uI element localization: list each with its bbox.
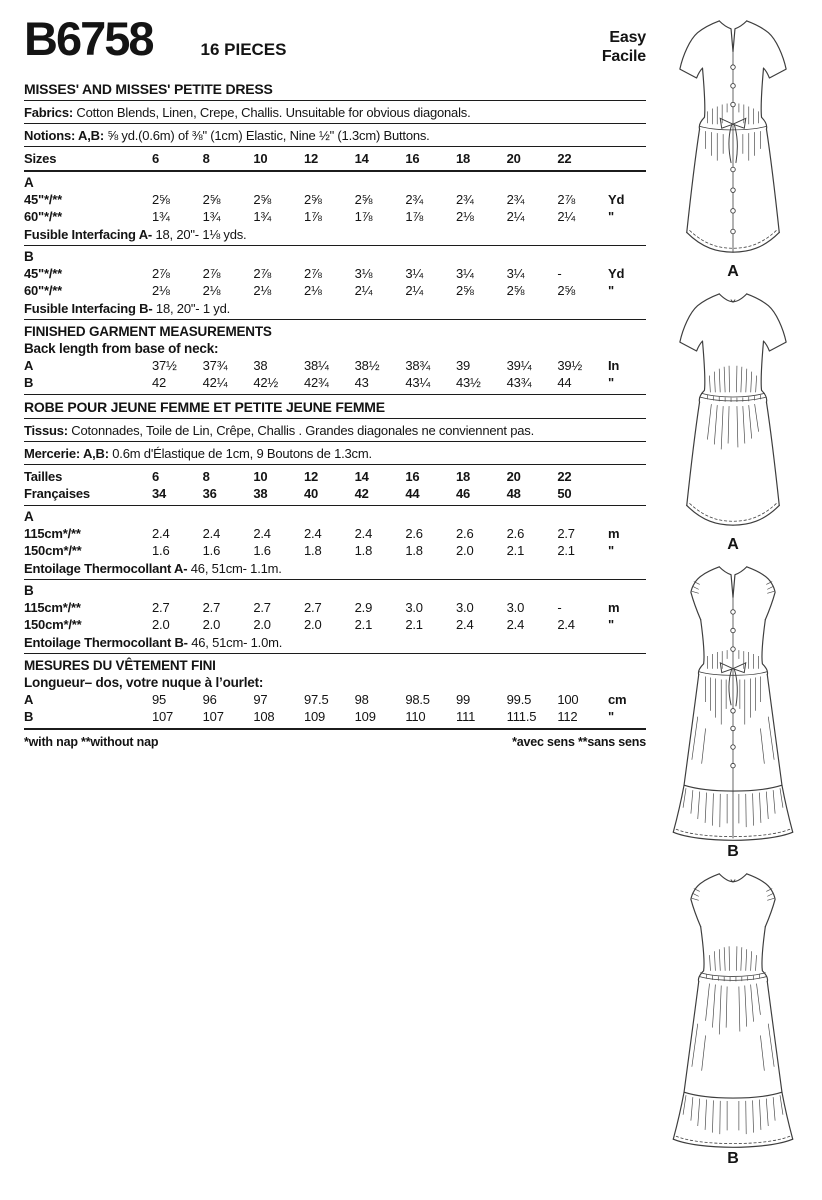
table-cell: 1⅞ — [405, 209, 423, 224]
table-cell: 1⅞ — [354, 209, 373, 224]
interfacing-a-line — [24, 226, 646, 243]
divider — [24, 505, 646, 506]
tissus-line — [24, 422, 646, 439]
table-cell: 2.4 — [202, 525, 221, 541]
table-cell: 2⅞ — [557, 191, 575, 207]
table-cell: 6 — [152, 151, 160, 166]
view-b-back-label: B — [727, 1150, 739, 1167]
notions-label: Notions: A,B: — [24, 128, 104, 143]
mercerie-line — [24, 445, 646, 462]
table-cell: 38¼ — [304, 357, 329, 373]
table-cell: 2.4 — [152, 525, 170, 541]
entoilage-b-line — [24, 634, 646, 651]
view-b-front-figure — [654, 560, 812, 861]
table-cell: 107 — [202, 709, 224, 724]
row-label: A — [24, 691, 34, 707]
row-values — [152, 616, 608, 634]
row-unit: cm — [608, 691, 627, 707]
pieces-count: 16 PIECES — [200, 40, 287, 59]
row-unit: m — [608, 525, 620, 541]
row-label: 150cm*/** — [24, 543, 82, 558]
table-cell: 2.9 — [354, 599, 373, 615]
row-values — [152, 208, 608, 226]
table-cell: 2.6 — [456, 525, 474, 541]
table-cell: 2.4 — [304, 525, 322, 541]
difficulty-badge — [602, 28, 646, 66]
table-cell: 2.4 — [354, 525, 373, 541]
row-unit: m — [608, 599, 620, 615]
table-cell: 97 — [253, 691, 268, 707]
entoilage-b-text: 46, 51cm- 1.0m. — [187, 634, 283, 650]
divider — [24, 146, 646, 147]
table-row-115 — [24, 525, 646, 543]
table-cell: 2⅞ — [152, 265, 170, 281]
tailles-label: Tailles — [24, 468, 63, 484]
table-cell: 111 — [456, 709, 476, 724]
table-cell: 38 — [253, 486, 268, 501]
table-row-150 — [24, 616, 646, 634]
interfacing-b-label: Fusible Interfacing B- — [24, 300, 153, 316]
table-cell: 3⅛ — [354, 265, 373, 281]
french-view-b-letter: B — [24, 582, 34, 598]
tailles-header-row — [24, 468, 646, 486]
table-cell: 2.4 — [456, 617, 474, 632]
table-cell: 42 — [152, 375, 167, 390]
footnotes — [24, 733, 646, 751]
table-cell: 37¾ — [202, 357, 228, 373]
francaises-label: Françaises — [24, 486, 90, 501]
english-title: MISSES' AND MISSES' PETITE DRESS — [24, 81, 273, 97]
notions-line — [24, 127, 646, 144]
table-cell: 16 — [405, 151, 420, 166]
view-a-front-illustration — [654, 14, 812, 262]
view-b-front-illustration — [654, 560, 812, 842]
table-cell: 2.0 — [456, 543, 474, 558]
table-cell: 12 — [304, 468, 319, 484]
row-label: B — [24, 375, 34, 390]
row-values — [152, 191, 608, 209]
interfacing-a-text: 18, 20"- 1⅛ yds. — [152, 226, 247, 242]
table-cell: 2⅝ — [304, 191, 322, 207]
table-cell: 2⅛ — [456, 209, 474, 224]
divider — [24, 170, 646, 172]
row-unit: " — [608, 209, 614, 224]
table-cell: 42½ — [253, 375, 279, 390]
table-cell: - — [557, 265, 562, 281]
table-cell: 2.0 — [152, 617, 170, 632]
interfacing-a-label: Fusible Interfacing A- — [24, 226, 153, 242]
divider — [24, 418, 646, 419]
table-row-60 — [24, 208, 646, 226]
table-cell: 14 — [354, 468, 369, 484]
table-cell: 36 — [202, 486, 217, 501]
mesures-row-b — [24, 708, 646, 726]
table-cell: 96 — [202, 691, 217, 707]
view-a-back-figure — [654, 287, 812, 554]
table-cell: 2.4 — [506, 617, 525, 632]
sizes-label: Sizes — [24, 151, 57, 166]
table-cell: 2⅝ — [202, 191, 221, 207]
divider — [24, 394, 646, 395]
view-b-back-figure — [654, 867, 812, 1168]
table-cell: 2¼ — [405, 283, 423, 298]
table-cell: 37½ — [152, 357, 177, 373]
divider — [24, 728, 646, 730]
table-cell: 2.1 — [557, 543, 575, 558]
header — [24, 14, 646, 66]
table-cell: 39¼ — [506, 357, 532, 373]
divider — [24, 123, 646, 124]
table-cell: 2.7 — [304, 599, 322, 615]
table-cell: 110 — [405, 709, 426, 724]
row-label: A — [24, 357, 34, 373]
table-cell: 2⅝ — [253, 191, 271, 207]
table-cell: 108 — [253, 709, 275, 724]
table-cell: 1¾ — [152, 209, 170, 224]
table-row-45 — [24, 265, 646, 283]
tissus-label: Tissus: — [24, 422, 68, 438]
finished-measurements-subtitle: Back length from base of neck: — [24, 340, 219, 356]
french-view-a-letter: A — [24, 508, 34, 524]
row-unit: " — [608, 543, 614, 558]
view-a-back-label: A — [727, 536, 739, 553]
mesures-subtitle: Longueur– dos, votre nuque à l’ourlet: — [24, 674, 264, 690]
table-cell: 39½ — [557, 357, 583, 373]
table-cell: 38¾ — [405, 357, 431, 373]
row-label: 45"*/** — [24, 191, 63, 207]
table-cell: 2⅞ — [304, 265, 322, 281]
table-cell: 43¾ — [506, 375, 532, 390]
table-cell: 2.0 — [304, 617, 322, 632]
table-cell: 111.5 — [506, 709, 537, 724]
table-cell: 42¾ — [304, 375, 329, 390]
view-a-back-illustration — [654, 287, 812, 535]
table-cell: 20 — [506, 151, 521, 166]
table-cell: 2⅛ — [253, 283, 271, 298]
table-cell: 1¾ — [253, 209, 271, 224]
table-cell: 1.8 — [405, 543, 423, 558]
table-cell: 3¼ — [456, 265, 474, 281]
table-cell: 109 — [354, 709, 376, 724]
table-cell: 2.1 — [405, 617, 423, 632]
table-cell: 99.5 — [506, 691, 532, 707]
divider — [24, 579, 646, 580]
table-cell: 98.5 — [405, 691, 430, 707]
footnote-english: *with nap **without nap — [24, 734, 159, 749]
table-cell: 97.5 — [304, 691, 329, 707]
finished-row-b — [24, 374, 646, 392]
table-cell: 2.7 — [557, 525, 575, 541]
mercerie-text: 0.6m d'Élastique de 1cm, 9 Boutons de 1.3cm. — [108, 445, 372, 461]
interfacing-b-line — [24, 300, 646, 317]
view-b-front-label: B — [727, 843, 739, 860]
tissus-text: Cotonnades, Toile de Lin, Crêpe, Challis . Grandes diagonales ne conviennent pas. — [67, 422, 535, 438]
row-values — [152, 525, 608, 543]
table-cell: 43½ — [456, 375, 481, 390]
divider — [24, 100, 646, 101]
divider — [24, 245, 646, 246]
table-cell: 6 — [152, 468, 160, 484]
pattern-number: B6758 — [24, 12, 153, 65]
row-unit: Yd — [608, 265, 625, 281]
tailles-values — [152, 468, 608, 486]
view-a-front-label: A — [727, 263, 739, 280]
table-cell: 22 — [557, 151, 572, 166]
table-cell: 1.8 — [304, 543, 322, 558]
row-values — [152, 282, 608, 300]
divider — [24, 319, 646, 320]
row-label: 115cm*/** — [24, 599, 81, 615]
table-cell: 46 — [456, 486, 471, 501]
table-cell: 10 — [253, 151, 268, 166]
table-cell: 2.6 — [506, 525, 525, 541]
table-cell: 2⅝ — [152, 191, 170, 207]
row-values — [152, 599, 608, 617]
table-cell: 18 — [456, 468, 471, 484]
table-cell: 10 — [253, 468, 268, 484]
row-unit: " — [608, 375, 614, 390]
francaises-header-row — [24, 485, 646, 503]
table-cell: 2⅝ — [456, 283, 474, 298]
divider — [24, 653, 646, 654]
table-cell: 8 — [202, 468, 210, 484]
row-label: 115cm*/** — [24, 525, 81, 541]
table-cell: 2¼ — [506, 209, 525, 224]
row-values — [152, 374, 608, 392]
table-cell: 1.6 — [202, 543, 221, 558]
entoilage-a-line — [24, 560, 646, 577]
view-a-front-figure — [654, 14, 812, 281]
table-cell: 18 — [456, 151, 471, 166]
table-cell: 95 — [152, 691, 167, 707]
table-cell: 1.8 — [354, 543, 373, 558]
row-values — [152, 691, 608, 709]
table-cell: 2.7 — [253, 599, 271, 615]
table-cell: 2⅛ — [304, 283, 322, 298]
row-unit: " — [608, 617, 614, 632]
notions-text: ⅝ yd.(0.6m) of ⅜" (1cm) Elastic, Nine ½" (1.3cm) Buttons. — [103, 128, 430, 143]
table-cell: 2¾ — [506, 191, 525, 207]
difficulty-french: Facile — [601, 48, 646, 65]
fabrics-line — [24, 104, 646, 121]
row-unit: " — [608, 283, 614, 298]
table-cell: 44 — [405, 486, 420, 501]
view-b-letter: B — [24, 248, 34, 264]
finished-row-a — [24, 357, 646, 375]
table-cell: 48 — [506, 486, 521, 501]
francaises-values — [152, 485, 608, 503]
french-title: ROBE POUR JEUNE FEMME ET PETITE JEUNE FEMME — [24, 398, 385, 415]
row-label: B — [24, 709, 34, 724]
table-cell: 3¼ — [405, 265, 423, 281]
table-cell: 2¼ — [557, 209, 575, 224]
row-unit: In — [608, 357, 620, 373]
table-cell: 1.6 — [253, 543, 271, 558]
table-cell: 2.7 — [202, 599, 221, 615]
row-label: 150cm*/** — [24, 617, 82, 632]
row-values — [152, 542, 608, 560]
table-cell: 99 — [456, 691, 471, 707]
table-cell: 43¼ — [405, 375, 431, 390]
table-cell: 1⅞ — [304, 209, 322, 224]
table-cell: 2.4 — [253, 525, 271, 541]
table-cell: 2.4 — [557, 617, 575, 632]
pattern-info-panel — [24, 14, 646, 751]
table-row-115 — [24, 599, 646, 617]
table-cell: 20 — [506, 468, 521, 484]
sizes-header-row — [24, 150, 646, 168]
row-unit: Yd — [608, 191, 625, 207]
table-cell: 107 — [152, 709, 174, 724]
table-cell: 8 — [202, 151, 210, 166]
table-cell: 2⅛ — [202, 283, 221, 298]
table-cell: 42 — [354, 486, 369, 501]
row-unit: " — [608, 709, 614, 724]
row-label: 60"*/** — [24, 209, 63, 224]
table-cell: 98 — [354, 691, 369, 707]
table-cell: 2¾ — [456, 191, 474, 207]
mercerie-label: Mercerie: A,B: — [24, 445, 109, 461]
table-cell: 42¼ — [202, 375, 228, 390]
table-cell: 3¼ — [506, 265, 525, 281]
table-row-45 — [24, 191, 646, 209]
table-cell: 3.0 — [456, 599, 474, 615]
table-cell: 2⅞ — [253, 265, 271, 281]
table-cell: 43 — [354, 375, 369, 390]
table-cell: 3.0 — [506, 599, 525, 615]
fabrics-label: Fabrics: — [24, 105, 73, 120]
table-cell: 112 — [557, 709, 578, 724]
table-cell: 38½ — [354, 357, 380, 373]
table-cell: 100 — [557, 691, 579, 707]
table-cell: 44 — [557, 375, 572, 390]
entoilage-a-label: Entoilage Thermocollant A- — [24, 560, 188, 576]
table-row-60 — [24, 282, 646, 300]
table-cell: 109 — [304, 709, 326, 724]
view-a-letter: A — [24, 174, 34, 190]
footnote-french: *avec sens **sans sens — [512, 734, 646, 749]
table-cell: 2⅝ — [506, 283, 525, 298]
table-cell: 38 — [253, 357, 268, 373]
row-label: 45"*/** — [24, 265, 63, 281]
table-cell: 50 — [557, 486, 572, 501]
row-values — [152, 265, 608, 283]
entoilage-a-text: 46, 51cm- 1.1m. — [187, 560, 282, 576]
divider — [24, 464, 646, 465]
table-cell: 2⅛ — [152, 283, 170, 298]
table-cell: 2.7 — [152, 599, 170, 615]
table-cell: 2⅝ — [354, 191, 373, 207]
table-cell: 2¼ — [354, 283, 373, 298]
difficulty-english: Easy — [609, 29, 646, 46]
mesures-title: MESURES DU VÊTEMENT FINI — [24, 657, 216, 673]
row-label: 60"*/** — [24, 283, 63, 298]
table-cell: 34 — [152, 486, 167, 501]
table-cell: 40 — [304, 486, 319, 501]
table-cell: 22 — [557, 468, 572, 484]
table-cell: - — [557, 599, 562, 615]
fabrics-text: Cotton Blends, Linen, Crepe, Challis. Unsuitable for obvious diagonals. — [72, 105, 471, 120]
row-values — [152, 708, 608, 726]
table-cell: 39 — [456, 357, 471, 373]
table-cell: 2⅞ — [202, 265, 221, 281]
sizes-values — [152, 150, 608, 168]
illustration-column — [652, 14, 814, 1168]
table-cell: 14 — [354, 151, 369, 166]
table-row-150 — [24, 542, 646, 560]
table-cell: 2.0 — [202, 617, 221, 632]
view-b-back-illustration — [654, 867, 812, 1149]
table-cell: 2.0 — [253, 617, 271, 632]
divider — [24, 441, 646, 442]
table-cell: 3.0 — [405, 599, 423, 615]
row-values — [152, 357, 608, 375]
table-cell: 16 — [405, 468, 420, 484]
table-cell: 2.1 — [506, 543, 525, 558]
entoilage-b-label: Entoilage Thermocollant B- — [24, 634, 188, 650]
table-cell: 2⅝ — [557, 283, 575, 298]
table-cell: 2.1 — [354, 617, 373, 632]
table-cell: 2¾ — [405, 191, 423, 207]
interfacing-b-text: 18, 20"- 1 yd. — [152, 300, 231, 316]
table-cell: 1.6 — [152, 543, 170, 558]
table-cell: 12 — [304, 151, 319, 166]
table-cell: 1¾ — [202, 209, 221, 224]
mesures-row-a — [24, 691, 646, 709]
table-cell: 2.6 — [405, 525, 423, 541]
finished-measurements-title: FINISHED GARMENT MEASUREMENTS — [24, 323, 272, 339]
